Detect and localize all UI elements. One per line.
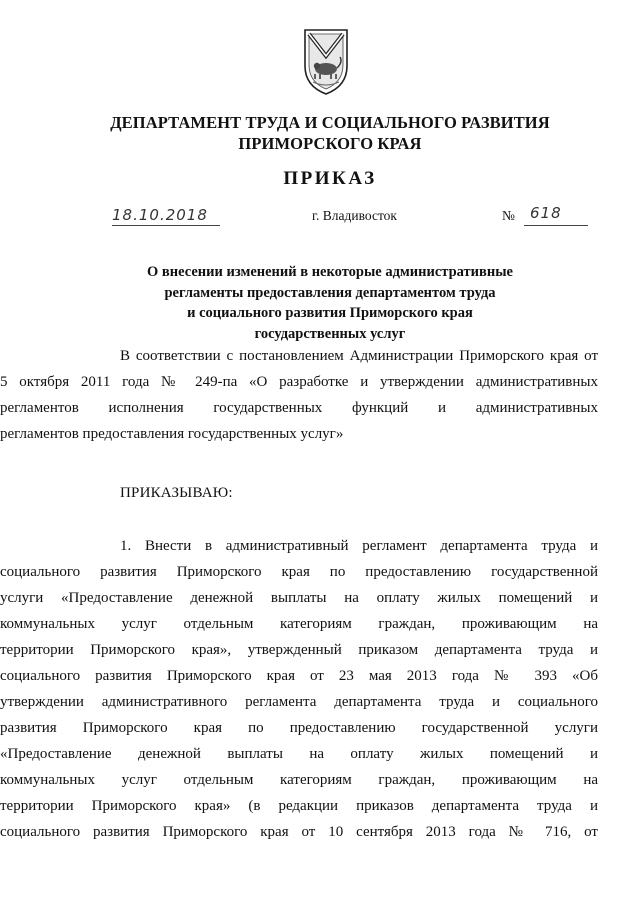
department-title-line-1: ДЕПАРТАМЕНТ ТРУДА И СОЦИАЛЬНОГО РАЗВИТИЯ <box>110 113 550 132</box>
department-title-line-2: ПРИМОРСКОГО КРАЯ <box>238 134 422 153</box>
order-city: г. Владивосток <box>312 208 397 223</box>
paragraph-line: развития Приморского края по предоставлению государственной услуги <box>0 720 598 736</box>
subject-line: государственных услуг <box>254 325 406 342</box>
preamble-paragraph <box>0 343 598 447</box>
order-number: 618 <box>530 204 562 222</box>
paragraph-line: утверждении административного регламента департамента труда и социального <box>0 694 598 710</box>
paragraph-line: социального развития Приморского края от 23 мая 2013 года № 393 «Об <box>0 668 598 684</box>
department-title <box>60 112 600 154</box>
paragraph-line: социального развития Приморского края от 10 сентября 2013 года № 716, от <box>0 824 598 840</box>
order-date: 18.10.2018 <box>112 206 208 224</box>
paragraph-line: 1. Внести в административный регламент департамента труда и <box>120 538 598 554</box>
subject-line: регламенты предоставления департаментом труда <box>164 284 496 301</box>
paragraph-line: регламентов исполнения государственных функций и административных <box>0 400 598 416</box>
paragraph-line: территории Приморского края», утвержденный приказом департамента труда и <box>0 642 598 658</box>
paragraph-line: коммунальных услуг отдельным категориям граждан, проживающим на <box>0 616 598 632</box>
order-number-label: № <box>502 208 515 223</box>
paragraph-line: социального развития Приморского края по предоставлению государственной <box>0 564 598 580</box>
coat-of-arms-emblem-icon <box>301 22 351 96</box>
document-type-title: ПРИКАЗ <box>283 168 377 189</box>
order-number-underline <box>524 225 588 226</box>
paragraph-line: 5 октября 2011 года № 249-па «О разработке и утверждении административных <box>0 374 598 390</box>
order-item-1-paragraph <box>0 533 598 845</box>
order-meta-row <box>0 204 640 230</box>
order-directive-word: ПРИКАЗЫВАЮ: <box>120 485 233 501</box>
paragraph-line: услуги «Предоставление денежной выплаты на оплату жилых помещений и <box>0 590 598 606</box>
order-date-underline <box>112 225 220 226</box>
paragraph-line: территории Приморского края» (в редакции приказов департамента труда и <box>0 798 598 814</box>
paragraph-line: «Предоставление денежной выплаты на оплату жилых помещений и <box>0 746 598 762</box>
paragraph-line: В соответствии с постановлением Администрации Приморского края от <box>120 348 598 364</box>
subject-line: и социального развития Приморского края <box>187 305 473 321</box>
paragraph-line: регламентов предоставления государственных услуг» <box>0 426 344 442</box>
paragraph-line: коммунальных услуг отдельным категориям граждан, проживающим на <box>0 772 598 788</box>
subject-line: О внесении изменений в некоторые административные <box>147 264 513 280</box>
order-subject <box>80 262 580 344</box>
